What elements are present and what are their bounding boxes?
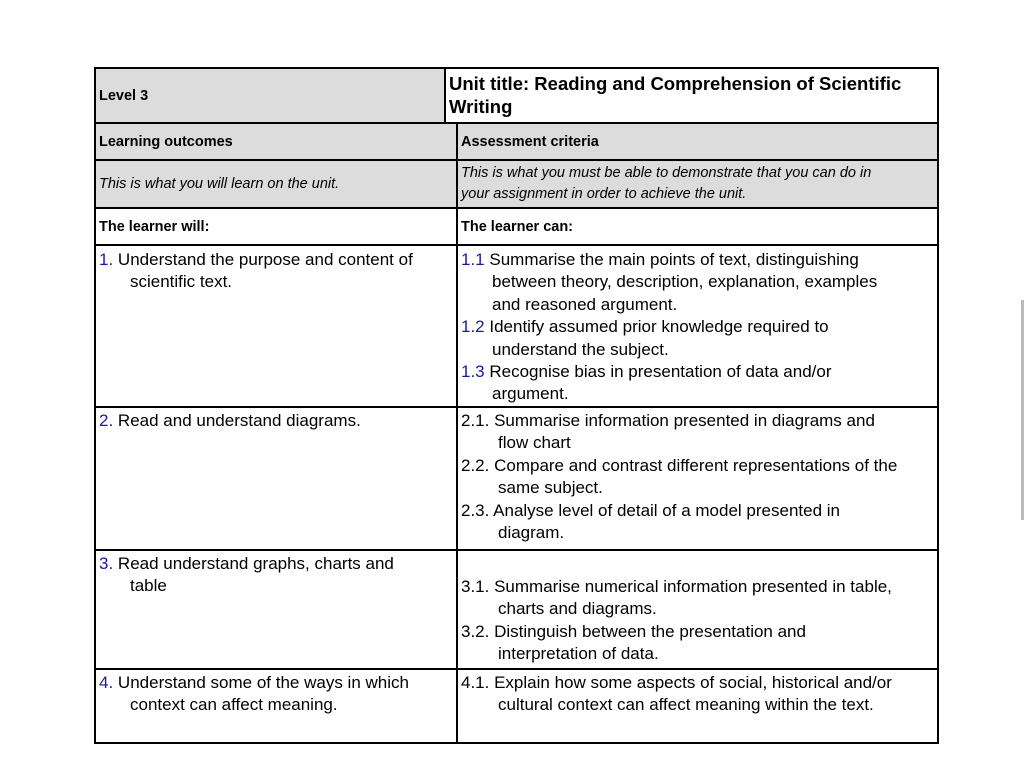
criterion-1-1 — [461, 249, 901, 316]
criteria-1-cell — [458, 246, 939, 408]
learner-will-label: The learner will: — [99, 218, 210, 235]
criterion-2-3 — [461, 500, 907, 545]
outcome-3 — [99, 553, 453, 598]
criterion-1-2-text: Identify assumed prior knowledge required to understand the subject. — [489, 317, 829, 359]
criterion-3-2-text: Distinguish between the presentation and interpretation of data. — [494, 621, 806, 664]
criterion-4-1-text: Explain how some aspects of social, historical and/or cultural context can affect meaning within the text. — [494, 673, 892, 715]
criterion-2-2-text: Compare and contrast different representations of the same subject. — [494, 455, 898, 498]
criterion-3-2-number: 3.2. — [461, 621, 490, 641]
outcome-4 — [99, 672, 453, 717]
criterion-2-3-number: 2.3. — [461, 500, 490, 520]
criterion-2-1-number: 2.1. — [461, 411, 490, 430]
criteria-4-cell — [458, 670, 939, 744]
outcome-2 — [99, 410, 453, 432]
outcome-4-number: 4. — [99, 673, 114, 692]
criterion-2-2 — [461, 455, 907, 500]
outcome-2-cell — [96, 408, 458, 551]
outcome-3-text: Read understand graphs, charts and table — [117, 554, 394, 596]
criterion-1-2-number: 1.2 — [461, 317, 485, 337]
criteria-3-cell — [458, 551, 939, 670]
criterion-1-2 — [461, 316, 901, 361]
unit-title: Unit title: Reading and Comprehension of Scientific Writing — [449, 73, 902, 117]
criteria-2-cell — [458, 408, 939, 551]
learner-can-cell — [458, 209, 939, 246]
criterion-2-1-text: Summarise information presented in diagrams and flow chart — [494, 411, 875, 453]
learning-outcomes-heading: Learning outcomes — [99, 133, 233, 150]
outcomes-explainer: This is what you will learn on the unit. — [99, 175, 340, 192]
outcome-2-number: 2. — [99, 411, 114, 430]
learner-can-label: The learner can: — [461, 218, 574, 235]
level-label: Level 3 — [99, 87, 149, 104]
criterion-3-1 — [461, 576, 907, 621]
assessment-criteria-heading: Assessment criteria — [461, 133, 599, 150]
outcome-1 — [99, 249, 453, 294]
unit-specification-table — [94, 67, 939, 744]
criterion-3-1-text: Summarise numerical information presented in table, charts and diagrams. — [494, 577, 892, 619]
outcome-3-number: 3. — [99, 554, 114, 573]
criterion-4-1-number: 4.1. — [461, 673, 490, 692]
criterion-1-1-text: Summarise the main points of text, distinguishing between theory, description, explanation, examples and reasoned argument. — [489, 250, 878, 314]
outcome-3-cell — [96, 551, 458, 670]
criterion-1-1-number: 1.1 — [461, 250, 485, 269]
outcome-1-cell — [96, 246, 458, 408]
level-cell — [96, 69, 446, 124]
criteria-explainer-cell — [458, 161, 939, 209]
criterion-3-2 — [461, 621, 907, 666]
assessment-criteria-heading-cell — [458, 124, 939, 161]
criterion-1-3-text: Recognise bias in presentation of data and/or argument. — [489, 362, 832, 404]
criterion-1-3 — [461, 361, 901, 406]
outcome-2-text: Read and understand diagrams. — [117, 411, 361, 430]
criterion-1-3-number: 1.3 — [461, 362, 485, 382]
outcomes-explainer-cell — [96, 161, 458, 209]
outcome-1-text: Understand the purpose and content of scientific text. — [117, 250, 413, 292]
criterion-2-3-text: Analyse level of detail of a model presented in diagram. — [493, 500, 840, 543]
criteria-explainer: This is what you must be able to demonstrate that you can do in your assignment in order to achieve the unit. — [461, 165, 872, 202]
criterion-2-2-number: 2.2. — [461, 455, 490, 475]
criterion-4-1 — [461, 672, 907, 717]
criterion-2-1 — [461, 410, 907, 455]
unit-title-cell — [446, 69, 939, 124]
outcome-4-text: Understand some of the ways in which context can affect meaning. — [117, 673, 409, 715]
learner-will-cell — [96, 209, 458, 246]
criterion-3-1-number: 3.1. — [461, 577, 490, 596]
learning-outcomes-heading-cell — [96, 124, 458, 161]
outcome-4-cell — [96, 670, 458, 744]
outcome-1-number: 1. — [99, 250, 114, 269]
